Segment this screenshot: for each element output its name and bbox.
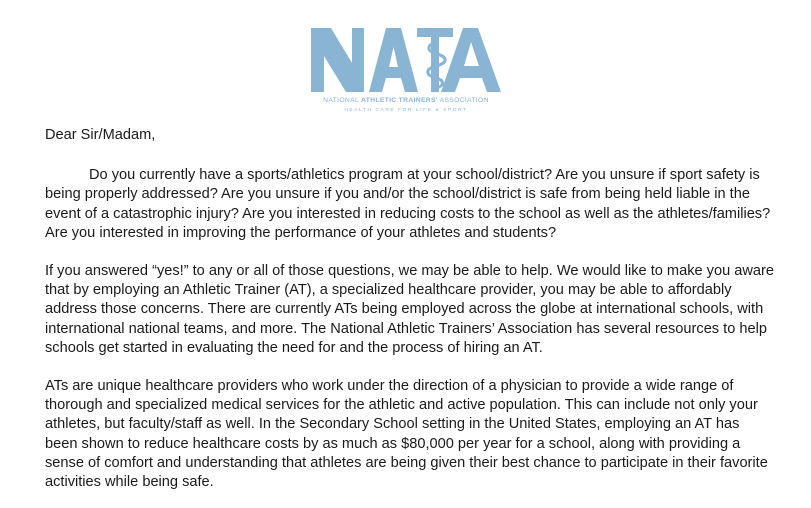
salutation: Dear Sir/Madam, <box>45 127 156 143</box>
paragraph-1: Do you currently have a sports/athletics program at your school/district? Are you unsure if sport safety is being properly addressed? Are you unsure if you and/or the school/district is safe from being held liable in the event of a catastrophic injury? Are you interested in reducing costs to the school as well as the athletes/families? Are you interested in improving the performance of your athletes and students? <box>45 167 771 241</box>
logo-name-suffix: ASSOCIATION <box>437 97 489 104</box>
logo-name-prefix: NATIONAL <box>323 97 362 104</box>
paragraph-3: ATs are unique healthcare providers who work under the direction of a physician to provide a wide range of thorough and specialized medical services for the athletic and active population. This can include not only your athletes, but faculty/staff as well. In the Secondary School setting in the United States, employing an AT has been shown to reduce healthcare costs by as much as $80,000 per year for a school, along with providing a sense of comfort and understanding that athletes are being given their best chance to participate in their favorite activities while being safe. <box>45 378 768 491</box>
nata-logo <box>300 14 512 116</box>
logo-tagline: HEALTH CARE FOR LIFE & SPORT <box>344 108 468 113</box>
paragraph-2: If you answered “yes!” to any or all of those questions, we may be able to help. We would like to make you aware that by employing an Athletic Trainer (AT), a specialized healthcare provider, you may be able to affordably address those concerns. There are currently ATs being employed across the globe at international schools, with international national teams, and more. The National Athletic Trainers’ Association has several resources to help schools get started in evaluating the need for and the process of hiring an AT. <box>45 263 774 356</box>
logo-name-bold: ATHLETIC TRAINERS' <box>361 97 438 104</box>
svg-text:NATIONAL ATHLETIC TRAINERS' AS <box>323 97 489 104</box>
letter-body <box>45 126 775 492</box>
